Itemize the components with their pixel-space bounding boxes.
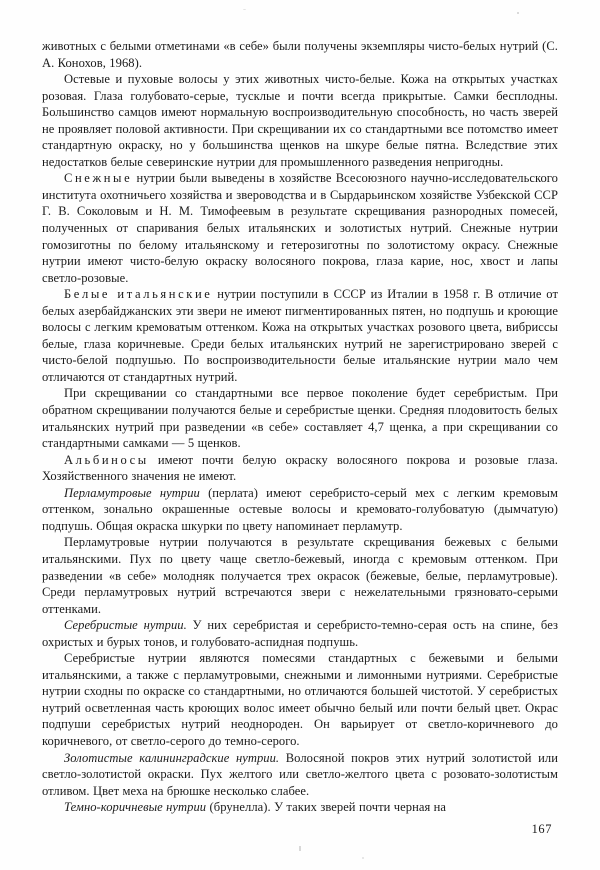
paragraph xyxy=(42,650,558,749)
letterspaced-term: Белые итальянские xyxy=(64,287,213,302)
paper-speck xyxy=(517,12,519,14)
paragraph xyxy=(42,286,558,385)
letterspaced-term: Снежные xyxy=(64,171,133,186)
letterspaced-term: Альбиносы xyxy=(64,452,149,467)
paragraph xyxy=(42,71,558,170)
text-run: имеют почти белую окраску волосяного покрова и розовые глаза. Хозяйственного значения не имеют. xyxy=(42,452,558,484)
italic-term: Серебристые нутрии. xyxy=(64,618,187,633)
italic-term: Перламутровые нутрии xyxy=(64,485,200,500)
paragraph xyxy=(42,38,558,71)
text-run: животных с белыми отметинами «в себе» были получены экземпляры чисто-белых нутрий (С. А. Конохов, 1968). xyxy=(42,39,558,70)
paper-speck xyxy=(362,857,364,859)
text-run: Перламутровые нутрии получаются в результате скрещивания бежевых с белыми итальянскими. Пух по цвету чаще светло-бежевый, иногда с кремовым оттенком. При разведении «в себе» молодняк получается трех окрасок (бежевые, белые, перламутровые). Среди перламутровых нутрий встречаются звери с нежелательными грязновато-серыми оттенками. xyxy=(42,535,558,616)
paragraph xyxy=(42,750,558,800)
text-run: При скрещивании со стандартными все первое поколение будет серебристым. При обратном скрещивании получаются белые и серебристые щенки. Средняя плодовитость белых итальянских нутрий при разведении «в себе» составляет 4,7 щенка, а при скрещивании со стандартными самками — 5 щенков. xyxy=(42,386,558,451)
paragraph xyxy=(42,799,558,816)
text-run: нутрии поступили в СССР из Италии в 1958 г. В отличие от белых азербайджанских эти звери не имеют пигментированных пятен, но подпушь и кроющие волосы с легким кремоватым оттенком. Кожа на открытых участках розового цвета, вибриссы белые, глаза коричневые. Среди белых итальянских нутрий не зарегистрировано зверей с чисто-белой подпушью. По воспроизводительности белые итальянские нутрии мало чем отличаются от стандартных нутрий. xyxy=(42,287,558,384)
text-run: Серебристые нутрии являются помесями стандартных с бежевыми и белыми итальянскими, а также с перламутровыми, снежными и лимонными нутриями. Серебристые нутрии сходны по окраске со стандартными, но отличаются большей чистотой. У серебристых нутрий осветленная часть кроющих волос имеет обычно белый или почти белый цвет. Окрас подпуши серебристых нутрий неоднороден. Он варьирует от светло-коричневого до коричневого, от светло-серого до темно-серого. xyxy=(42,651,558,748)
italic-term: Золотистые калининградские нутрии. xyxy=(64,750,280,765)
page-number: 167 xyxy=(531,822,552,836)
text-run: Волосяной покров этих нутрий золотистой или светло-золотистой окраски. Пух желтого или светло-желтого цвета с розовато-золотистым отливом. Цвет меха на брюшке несколько слабее. xyxy=(42,750,558,798)
paragraph xyxy=(42,485,558,535)
paragraph xyxy=(42,617,558,650)
paragraph xyxy=(42,534,558,617)
italic-term: Темно-коричневые нутрии xyxy=(64,800,207,815)
text-run: нутрии были выведены в хозяйстве Всесоюзного научно-исследовательского института охотничьего хозяйства и звероводства и в Сырдарьинском хозяйстве Узбекской ССР Г. В. Соколовым и Н. М. Тимофеевым в результате скрещивания разнородных помесей, полученных от спаривания белых итальянских и золотистых нутрий. Снежные нутрии гомозиготны по белому итальянскому и гетерозиготны по золотистому окрасу. Снежные нутрии имеют чисто-белую окраску волосяного покрова, глаза карие, нос, хвост и лапы светло-розовые. xyxy=(42,171,558,285)
text-run: (перлата) имеют серебристо-серый мех с легким кремовым оттенком, зонально окрашенные остевые волосы и кремовато-голубоватую (дымчатую) подпушь. Общая окраска шкурки по цвету напоминает перламутр. xyxy=(42,485,559,533)
paper-speck xyxy=(243,9,246,10)
text-run: У них серебристая и серебристо-темно-серая ость на спине, без охристых и бурых тонов, и голубовато-аспидная подпушь. xyxy=(42,618,558,649)
paragraph xyxy=(42,385,558,451)
text-run: Остевые и пуховые волосы у этих животных чисто-белые. Кожа на открытых участках розовая. Глаза голубовато-серые, тусклые и почти всегда прикрытые. Самки бесплодны. Большинство самцов имеют нормальную воспроизводительную способность, но часть зверей не проявляет половой активности. При скрещивании их со стандартными все потомство имеет стандартную окраску, но у большинства щенков на шкуре белые пятна. Вследствие этих недостатков белые северинские нутрии для промышленного разведения непригодны. xyxy=(42,72,558,169)
text-run: (брунелла). У таких зверей почти черная на xyxy=(206,800,447,815)
paragraph xyxy=(42,170,558,286)
paragraph xyxy=(42,452,558,485)
gutter-mark xyxy=(299,846,301,851)
body-text-column xyxy=(42,38,558,816)
